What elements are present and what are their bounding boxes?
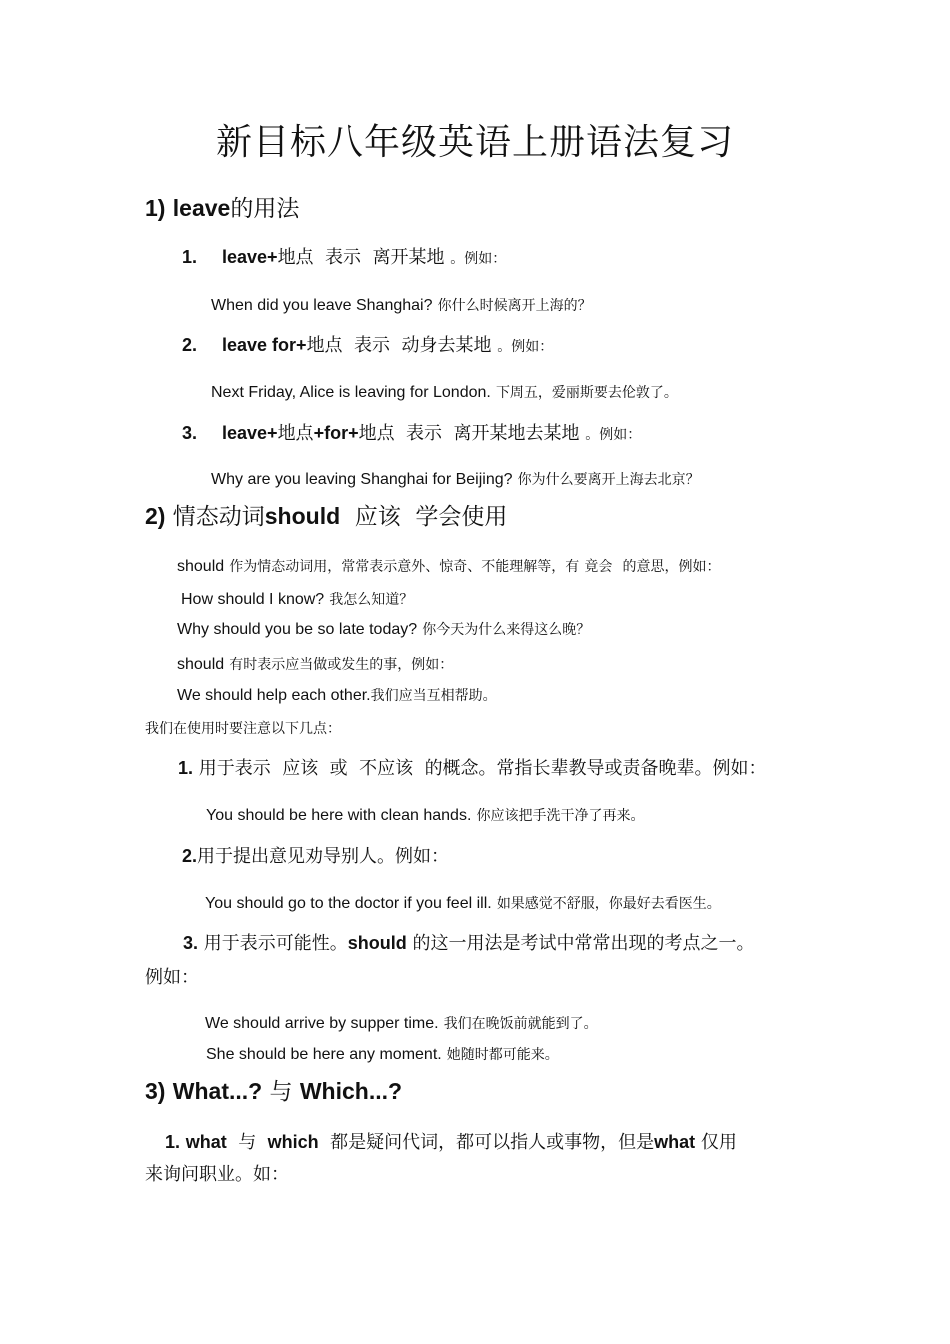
section-2-meaning: 应该 [354, 504, 401, 530]
s3-point-1-number: 1. [165, 1132, 181, 1152]
s1-item-1 [182, 243, 506, 269]
s1-item-1-meaning: 离开某地 [372, 247, 445, 268]
s2-point-2-example-zh: 如果感觉不舒服，你最好去看医生。 [496, 896, 721, 912]
s2-point-3-example-1-en: We should arrive by supper time. [205, 1015, 439, 1032]
s2-para-2-zh: 有时表示应当做或发生的事，例如： [229, 657, 454, 673]
s1-item-1-means: 表示 [325, 247, 362, 268]
s2-example-3 [177, 685, 497, 705]
s2-point-2 [182, 842, 449, 868]
s2-para-2 [177, 654, 453, 674]
section-3-heading [145, 1073, 402, 1106]
s1-item-2-number: 2. [182, 335, 198, 355]
s2-para-1-zh-2: 竟会 [584, 559, 613, 575]
s2-point-3-example-2-en: She should be here any moment. [206, 1046, 442, 1063]
s3-point-1-text-b: 仅用 [700, 1132, 737, 1153]
s2-point-3-number: 3. [183, 933, 199, 953]
s2-point-3-example-2 [206, 1044, 559, 1064]
s2-point-1-text-c: 或 [329, 758, 348, 779]
section-2-prefix: 情态动词 [172, 504, 265, 530]
section-3-keyword-1: What...? [172, 1078, 263, 1104]
s2-para-1-en: should [177, 558, 225, 575]
s2-point-1-example-zh: 你应该把手洗干净了再来。 [476, 808, 645, 824]
s1-item-3-place-2: 地点 [358, 423, 395, 444]
s1-item-3-place: 地点 [277, 423, 314, 444]
s1-item-1-place: 地点 [277, 247, 314, 268]
s2-point-1-example [206, 805, 644, 825]
s3-point-1-text-a: 都是疑问代词，都可以指人或事物，但是 [330, 1132, 655, 1153]
s2-point-3-keyword: should [347, 933, 407, 953]
s2-point-3-example-1-zh: 我们在晚饭前就能到了。 [443, 1016, 598, 1032]
s1-item-1-example-zh: 你什么时候离开上海的？ [437, 298, 592, 314]
s2-point-1-text-a: 用于表示 [198, 758, 271, 779]
s1-item-3-example [211, 469, 700, 489]
section-3-connector: 与 [269, 1079, 293, 1105]
s2-example-2-en: Why should you be so late today? [177, 621, 418, 638]
s1-item-1-example-en: When did you leave Shanghai? [211, 297, 433, 314]
s3-point-1-continuation: 来询问职业。如： [145, 1164, 289, 1185]
s3-point-1-connector: 与 [238, 1132, 257, 1153]
s1-item-2-keyword: leave for+ [222, 335, 307, 355]
s2-point-2-number: 2. [182, 846, 198, 866]
s1-item-2-example-en: Next Friday, Alice is leaving for London. [211, 384, 491, 401]
s2-point-1-example-en: You should be here with clean hands. [206, 807, 472, 824]
s1-item-3-keyword-2: +for+ [313, 423, 359, 443]
s1-item-1-eg: 。例如： [450, 251, 507, 267]
s1-item-3-means: 表示 [406, 423, 443, 444]
section-2-suffix: 学会使用 [415, 504, 508, 530]
s2-example-2-zh: 你今天为什么来得这么晚？ [422, 622, 591, 638]
s1-item-1-number: 1. [182, 247, 198, 267]
s1-item-3 [182, 419, 641, 445]
s2-point-2-text: 用于提出意见劝导别人。例如： [197, 846, 450, 867]
s3-point-1-keyword-3: what [654, 1132, 696, 1152]
s1-item-2-means: 表示 [354, 335, 391, 356]
s2-note: 我们在使用时要注意以下几点： [145, 721, 341, 737]
section-1-keyword: leave [172, 195, 231, 221]
s2-point-1-text-e: 的概念。常指长辈教导或责备晚辈。例如： [424, 758, 767, 779]
s2-example-2 [177, 619, 590, 639]
s2-point-3-example-1 [205, 1013, 598, 1033]
s3-point-1 [165, 1128, 737, 1154]
s2-example-1 [181, 589, 413, 609]
s1-item-2-example-zh: 下周五，爱丽斯要去伦敦了。 [495, 385, 678, 401]
s1-item-3-meaning: 离开某地去某地 [453, 423, 580, 444]
s2-point-1 [178, 754, 767, 780]
section-1-number: 1) [145, 195, 166, 221]
s1-item-3-eg: 。例如： [585, 427, 642, 443]
section-2-heading [145, 498, 507, 531]
s2-point-2-example-en: You should go to the doctor if you feel ill. [205, 895, 492, 912]
s2-point-3 [183, 929, 754, 955]
s1-item-2 [182, 331, 553, 357]
s1-item-3-example-zh: 你为什么要离开上海去北京？ [517, 472, 700, 488]
section-3-number: 3) [145, 1078, 166, 1104]
s2-example-1-en: How should I know? [181, 591, 325, 608]
section-2-keyword: should [264, 503, 341, 529]
s2-para-1 [177, 556, 721, 576]
section-1-title-rest: 的用法 [230, 196, 300, 222]
s1-item-2-example [211, 382, 678, 402]
s1-item-2-meaning: 动身去某地 [401, 335, 492, 356]
section-2-number: 2) [145, 503, 166, 529]
s2-point-3-text-a: 用于表示可能性。 [203, 933, 348, 954]
s3-point-1-keyword-1: what [185, 1132, 227, 1152]
s1-item-3-keyword: leave+ [222, 423, 278, 443]
s2-point-1-text-b: 应该 [282, 758, 319, 779]
s2-point-1-text-d: 不应该 [359, 758, 414, 779]
s2-para-2-en: should [177, 656, 225, 673]
s1-item-3-number: 3. [182, 423, 198, 443]
s2-point-3-example-2-zh: 她随时都可能来。 [446, 1047, 559, 1063]
s2-point-3-eg: 例如： [145, 967, 199, 988]
s2-para-1-zh-3: 的意思，例如： [622, 559, 721, 575]
page-title: 新目标八年级英语上册语法复习 [215, 122, 734, 163]
s2-point-3-text-b: 的这一用法是考试中常常出现的考点之一。 [412, 933, 755, 954]
s2-point-2-example [205, 893, 721, 913]
s1-item-1-keyword: leave+ [222, 247, 278, 267]
s1-item-2-place: 地点 [306, 335, 343, 356]
s1-item-3-example-en: Why are you leaving Shanghai for Beijing? [211, 471, 513, 488]
section-3-keyword-2: Which...? [299, 1078, 403, 1104]
s2-point-1-number: 1. [178, 758, 194, 778]
s2-example-1-zh: 我怎么知道？ [329, 592, 414, 608]
s2-example-3-en: We should help each other. [177, 687, 371, 704]
section-1-heading [145, 190, 299, 223]
s2-example-3-zh: 我们应当互相帮助。 [370, 688, 497, 704]
s2-para-1-zh: 作为情态动词用，常常表示意外、惊奇、不能理解等，有 [229, 559, 580, 575]
s1-item-2-eg: 。例如： [497, 339, 554, 355]
s1-item-1-example [211, 295, 592, 315]
s3-point-1-keyword-2: which [267, 1132, 319, 1152]
